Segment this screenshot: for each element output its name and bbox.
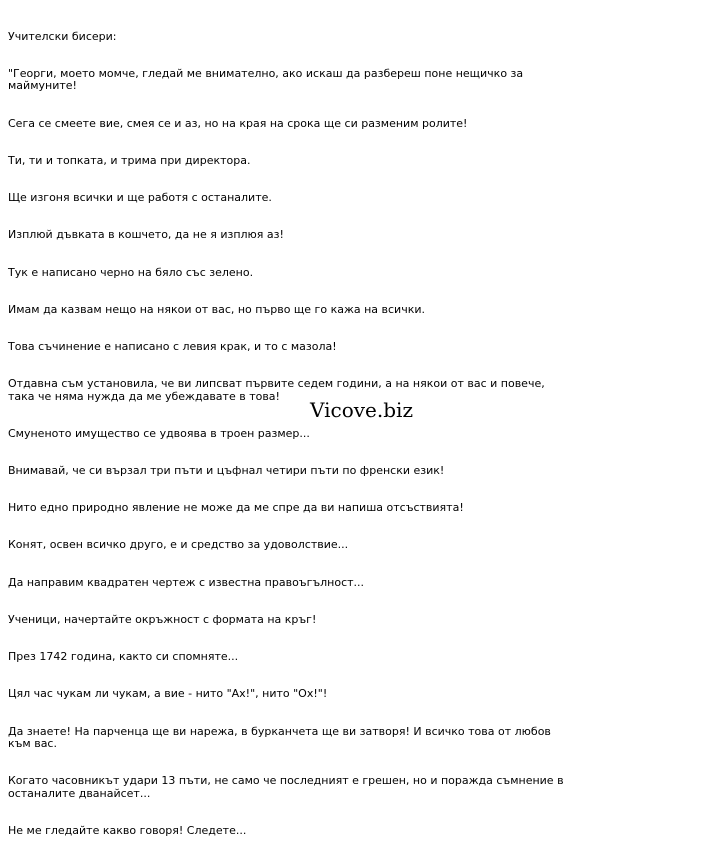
quote-line: Сега се смеете вие, смея се и аз, но на края на срока ще си разменим ролите! [8,116,468,130]
quote-line: Ученици, начертайте окръжност с формата на кръг! [8,612,317,626]
quote-line: Това съчинение е написано с левия крак, и то с мазола! [8,339,337,353]
quote-line: Изплюй дъвката в кошчето, да не я изплюя аз! [8,228,284,242]
quote-line: Тук е написано черно на бяло със зелено. [8,265,254,279]
quote-line: Да знаете! На парченца ще ви нарежа, в бурканчета ще ви затворя! И всичко това от любов към вас. [8,724,555,750]
quote-line: Ще изгоня всички и ще работя с останалите. [8,191,272,205]
quote-line: Не ме гледайте какво говоря! Следете... [8,823,247,837]
document-body [8,6,568,850]
quote-line: Ти, ти и топката, и трима при директора. [8,153,251,167]
quote-line: Конят, освен всичко друго, е и средство за удоволствие... [8,538,349,552]
quote-line: Имам да казвам нещо на някои от вас, но първо ще го кажа на всички. [8,302,425,316]
quote-line: Когато часовникът удари 13 пъти, не само че последният е грешен, но и поражда съмнение в останалите дванайсет... [8,774,568,800]
quote-line: "Георги, моето момче, гледай ме внимателно, ако искаш да разбереш поне нещичко за маймуните! [8,67,527,93]
site-watermark: Vicove.biz [310,398,413,422]
quote-line: Внимавай, че си вързал три пъти и цъфнал четири пъти по френски език! [8,464,445,478]
quote-line: Смуненото имущество се удвоява в троен размер... [8,426,310,440]
quote-line: Отдавна съм установила, че ви липсват първите седем години, а на някои от вас и повече, така че няма нужда да ме убеждавате в това! [8,377,549,403]
quote-line: Да направим квадратен чертеж с известна правоъгълност... [8,575,365,589]
document-heading: Учителски бисери: [8,29,117,43]
quote-line: Цял час чукам ли чукам, а вие - нито "Ах!", нито "Ох!"! [8,687,328,701]
quote-line: Нито едно природно явление не може да ме спре да ви напиша отсъствията! [8,501,464,515]
quote-line: През 1742 година, както си спомняте... [8,650,239,664]
